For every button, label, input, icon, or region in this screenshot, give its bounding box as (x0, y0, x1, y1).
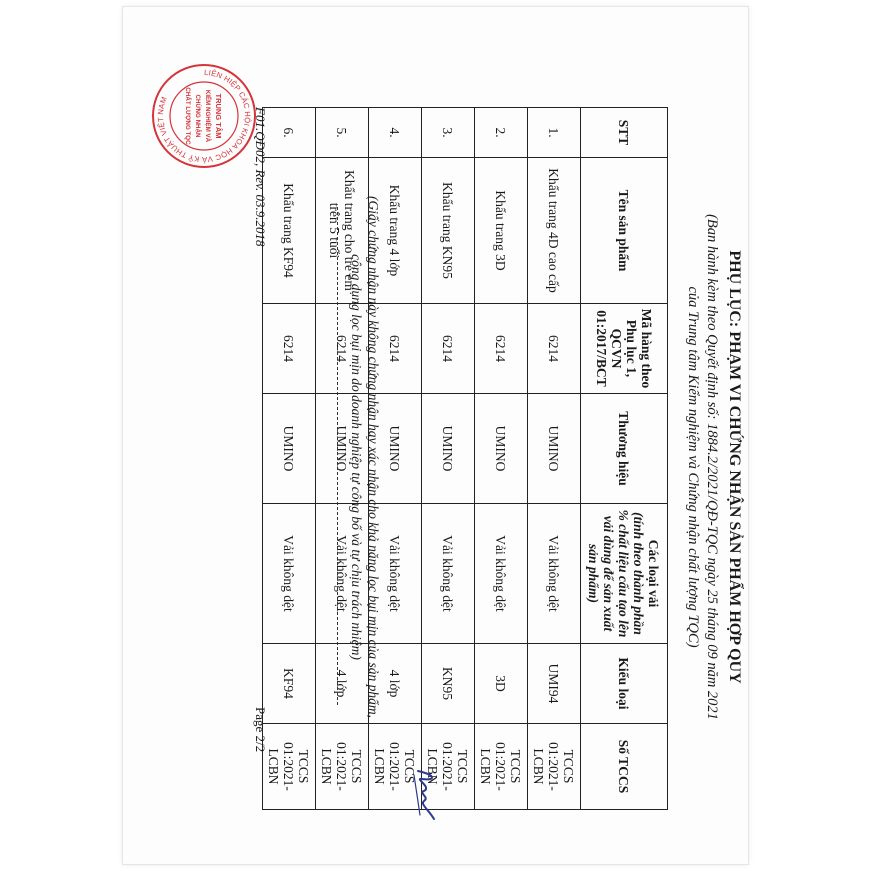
seal-line-4: CHẤT LƯỢNG TQC (184, 87, 191, 145)
header-brand: Thương hiệu (581, 394, 668, 504)
document-title: PHỤ LỤC: PHẠM VI CHỨNG NHẬN SẢN PHẨM HỢP QUY (726, 250, 743, 684)
cell-product: Khẩu trang KF94 (263, 158, 316, 304)
certification-scope-table (262, 107, 668, 810)
hs-code-line-1: Mã hàng theo (639, 308, 654, 389)
table-row (475, 108, 528, 810)
document-subtitle (683, 127, 721, 807)
cell-product: Khẩu trang 4D cao cấp (528, 158, 581, 304)
cell-model: KF94 (263, 644, 316, 724)
cell-model: KN95 (422, 644, 475, 724)
cell-standard: TCCS 01:2021-LCBN (475, 724, 528, 810)
header-product-name: Tên sản phẩm (581, 158, 668, 304)
disclaimer-note (348, 107, 382, 807)
cell-standard: TCCS 01:2021-LCBN (263, 724, 316, 810)
disclaimer-line-1: (Giấy chứng nhận này không chứng nhận hay xác nhận cho khả năng lọc bụi mịn của sản phẩm, (366, 195, 381, 718)
disclaimer-line-2: công dụng lọc bụi mịn do doanh nghiệp tự công bố và tự chịu trách nhiệm) (349, 254, 364, 660)
fabric-line-1: Các loại vải (646, 539, 662, 608)
table-row (528, 108, 581, 810)
cell-stt: 5. (316, 108, 369, 158)
document-page (123, 7, 748, 864)
fabric-line-4: vải dùng để sản xuất (601, 515, 617, 632)
cell-code: 6214 (475, 304, 528, 394)
cell-fabric: Vải không dệt (528, 504, 581, 644)
seal-ring-text: LIÊN HIỆP CÁC HỘI KHOA HỌC VÀ KỸ THUẬT VIỆT NAM (155, 67, 253, 165)
cell-stt: 3. (422, 108, 475, 158)
subtitle-line-1: (Ban hành kèm theo Quyết định số: 1884.2/2021/QĐ-TQC ngày 25 tháng 09 năm 2021 (704, 214, 720, 720)
table-row (422, 108, 475, 810)
cell-fabric: Vải không dệt (316, 504, 369, 644)
cell-standard: TCCS 01:2021-LCBN (369, 724, 422, 810)
fabric-line-2: (tính theo thành phần (631, 512, 647, 635)
cell-code: 6214 (263, 304, 316, 394)
company-seal (150, 62, 258, 170)
cell-brand: UMINO (422, 394, 475, 504)
header-model: Kiểu loại (581, 644, 668, 724)
subtitle-line-2: của Trung tâm Kiểm nghiệm và Chứng nhận chất lượng TQC) (685, 286, 701, 648)
rotated-page-content (123, 7, 748, 864)
cell-code: 6214 (316, 304, 369, 394)
cell-stt: 2. (475, 108, 528, 158)
dashed-divider (337, 207, 338, 705)
form-code: F01.QĐ02, Rev. 03.9.2018 (253, 107, 268, 247)
cell-fabric: Vải không dệt (475, 504, 528, 644)
table-row (263, 108, 316, 810)
hs-code-line-4: 01:2017/BCT (594, 310, 609, 387)
cell-fabric: Vải không dệt (422, 504, 475, 644)
cell-model: 4 lớp (369, 644, 422, 724)
hs-code-line-2: Phụ lục 1, (624, 319, 639, 378)
table-header-row (581, 108, 668, 810)
cell-stt: 6. (263, 108, 316, 158)
cell-brand: UMINO (263, 394, 316, 504)
cell-product: Khẩu trang 4 lớp (369, 158, 422, 304)
hs-code-line-3: QCVN (609, 328, 624, 369)
cell-product: Khẩu trang 3D (475, 158, 528, 304)
cell-model: UMI94 (528, 644, 581, 724)
cell-code: 6214 (528, 304, 581, 394)
cell-brand: UMINO (528, 394, 581, 504)
header-fabric-type (581, 504, 668, 644)
cell-product: Khẩu trang cho trẻ em trên 5 tuổi (316, 158, 369, 304)
seal-line-1: TRUNG TÂM (214, 93, 223, 139)
page-number: Page 2/2 (253, 707, 268, 753)
header-standard: Số TCCS (581, 724, 668, 810)
header-hs-code (581, 304, 668, 394)
seal-line-3: CHỨNG NHẬN (194, 94, 201, 138)
cell-fabric: Vải không dệt (369, 504, 422, 644)
cell-stt: 4. (369, 108, 422, 158)
cell-brand: UMINO (369, 394, 422, 504)
cell-standard: TCCS 01:2021-LCBN (316, 724, 369, 810)
seal-line-2: KIỂM NGHIỆM VÀ (204, 89, 211, 143)
cell-brand: UMINO (316, 394, 369, 504)
signature-icon (410, 767, 440, 823)
cell-code: 6214 (369, 304, 422, 394)
cell-code: 6214 (422, 304, 475, 394)
cell-brand: UMINO (475, 394, 528, 504)
header-stt: STT (581, 108, 668, 158)
cell-fabric: Vải không dệt (263, 504, 316, 644)
cell-stt: 1. (528, 108, 581, 158)
cell-model: 4 lớp (316, 644, 369, 724)
cell-product: Khẩu trang KN95 (422, 158, 475, 304)
fabric-line-5: sản phẩm) (586, 544, 602, 603)
fabric-line-3: % chất liệu cấu tạo lên (616, 509, 632, 638)
cell-standard: TCCS 01:2021-LCBN (422, 724, 475, 810)
cell-standard: TCCS 01:2021-LCBN (528, 724, 581, 810)
cell-model: 3D (475, 644, 528, 724)
